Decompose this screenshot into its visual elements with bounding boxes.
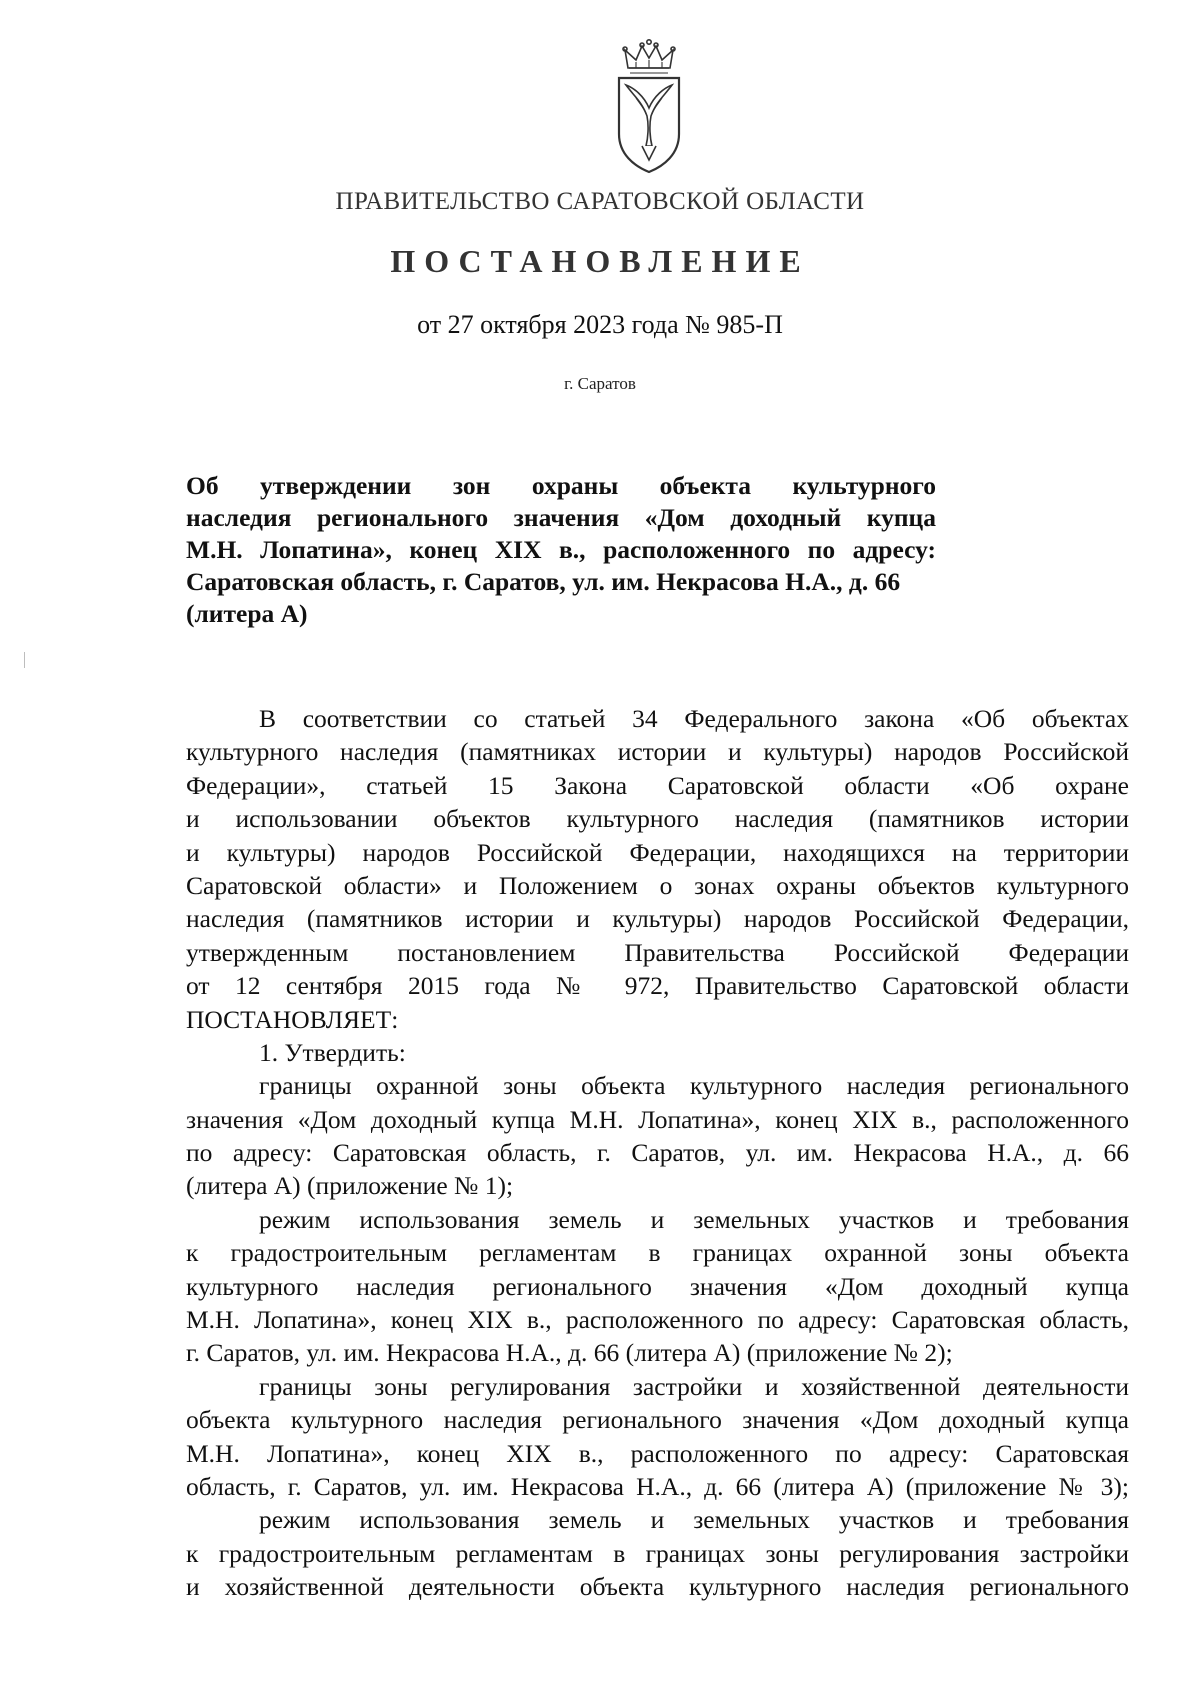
body-line: наследия (памятников истории и культуры) народов Российской Федерации,	[186, 904, 1129, 934]
body-line: к градостроительным регламентам в границах охранной зоны объекта	[186, 1238, 1129, 1268]
body-line: объекта культурного наследия регионального значения «Дом доходный купца	[186, 1405, 1129, 1435]
body-line: и хозяйственной деятельности объекта культурного наследия регионального	[186, 1572, 1129, 1602]
document-city: г. Саратов	[564, 374, 636, 393]
body-line: Федерации», статьей 15 Закона Саратовской области «Об охране	[186, 770, 1129, 800]
body-line: и использовании объектов культурного наследия (памятников истории	[186, 804, 1129, 834]
body-line: М.Н. Лопатина», конец XIX в., расположенного по адресу: Саратовская область,	[186, 1305, 1129, 1335]
body-line: режим использования земель и земельных участков и требования	[259, 1204, 1129, 1234]
body-line: границы охранной зоны объекта культурного наследия регионального	[259, 1071, 1129, 1101]
body-line: и культуры) народов Российской Федерации, находящихся на территории	[186, 837, 1129, 867]
body-line: режим использования земель и земельных участков и требования	[259, 1505, 1129, 1535]
body-line: (литера А) (приложение № 1);	[186, 1171, 514, 1201]
body-line: утвержденным постановлением Правительства Российской Федерации	[186, 937, 1129, 967]
body-line: культурного наследия регионального значения «Дом доходный купца	[186, 1271, 1129, 1301]
body-line: М.Н. Лопатина», конец XIX в., расположенного по адресу: Саратовская	[186, 1438, 1129, 1468]
title-line: (литера А)	[186, 599, 308, 628]
title-line: Об утверждении зон охраны объекта культурного	[186, 471, 936, 500]
body-line: по адресу: Саратовская область, г. Саратов, ул. им. Некрасова Н.А., д. 66	[186, 1138, 1129, 1168]
body-line: В соответствии со статьей 34 Федерального закона «Об объектах	[259, 704, 1129, 733]
title-line: Саратовская область, г. Саратов, ул. им. Некрасова Н.А., д. 66	[186, 567, 901, 596]
title-line: М.Н. Лопатина», конец XIX в., расположенного по адресу:	[186, 535, 936, 564]
body-line: ПОСТАНОВЛЯЕТ:	[186, 1004, 399, 1034]
body-line: г. Саратов, ул. им. Некрасова Н.А., д. 66 (литера А) (приложение № 2);	[186, 1338, 953, 1368]
saratov-coat-of-arms-icon	[606, 38, 692, 174]
body-line: 1. Утвердить:	[259, 1037, 406, 1067]
title-line: наследия регионального значения «Дом доходный купца	[186, 503, 936, 532]
body-line: от 12 сентября 2015 года № 972, Правительство Саратовской области	[186, 971, 1129, 1001]
issuing-authority: ПРАВИТЕЛЬСТВО САРАТОВСКОЙ ОБЛАСТИ	[335, 188, 865, 215]
document-date-number: от 27 октября 2023 года № 985-П	[417, 310, 783, 339]
body-line: культурного наследия (памятниках истории и культуры) народов Российской	[186, 737, 1129, 767]
document-body	[186, 702, 1129, 1604]
body-line: область, г. Саратов, ул. им. Некрасова Н.А., д. 66 (литера А) (приложение № 3);	[186, 1471, 1129, 1501]
body-line: значения «Дом доходный купца М.Н. Лопатина», конец XIX в., расположенного	[186, 1104, 1129, 1134]
scan-margin-mark	[24, 652, 25, 668]
document-type: ПОСТАНОВЛЕНИЕ	[390, 243, 810, 279]
body-line: к градостроительным регламентам в границах зоны регулирования застройки	[186, 1538, 1129, 1568]
body-line: Саратовской области» и Положением о зонах охраны объектов культурного	[186, 870, 1129, 900]
document-title	[186, 470, 936, 630]
body-line: границы зоны регулирования застройки и хозяйственной деятельности	[259, 1371, 1129, 1401]
